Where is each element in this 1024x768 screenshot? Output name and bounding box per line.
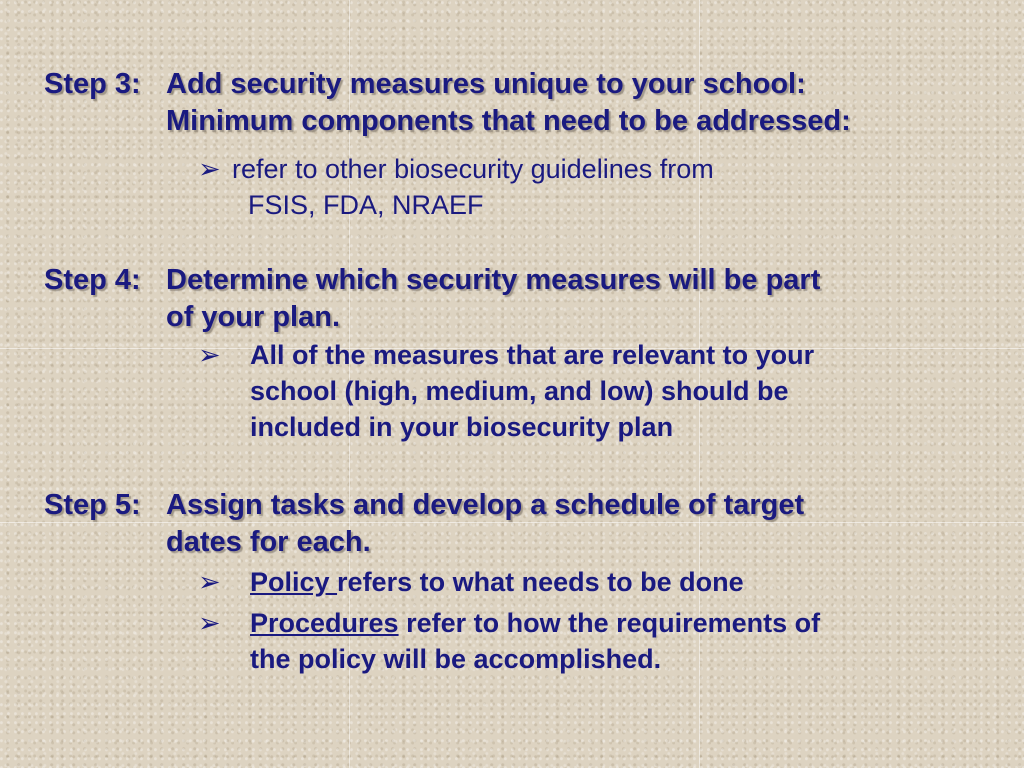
list-item: ➢ Procedures refer to how the requirements of the policy will be accomplished. [198,605,820,677]
step-label: Step 3: [44,68,141,100]
arrow-bullet-icon: ➢ [198,340,221,370]
step-text: dates for each. [166,526,371,558]
list-item: ➢ Policy refers to what needs to be done [198,564,744,600]
policy-term: Policy [250,567,338,597]
list-item: ➢ All of the measures that are relevant to your school (high, medium, and low) should be included in your biosecurity plan [198,337,814,445]
step-label: Step 5: [44,489,141,521]
step-text: Assign tasks and develop a schedule of target [166,489,805,521]
step-label: Step 4: [44,264,141,296]
step-5-heading [44,487,804,561]
step-text: Minimum components that need to be addressed: [166,105,851,137]
procedures-term: Procedures [250,608,399,638]
arrow-bullet-icon: ➢ [198,567,221,597]
step-text: Add security measures unique to your school: [166,68,806,100]
step-text: Determine which security measures will be part [166,264,821,296]
arrow-bullet-icon: ➢ [198,154,221,184]
step-4-heading [44,262,820,336]
step-text: of your plan. [166,301,340,333]
list-item: ➢ refer to other biosecurity guidelines from FSIS, FDA, NRAEF [198,151,714,223]
arrow-bullet-icon: ➢ [198,608,221,638]
step-3-heading [44,66,851,140]
